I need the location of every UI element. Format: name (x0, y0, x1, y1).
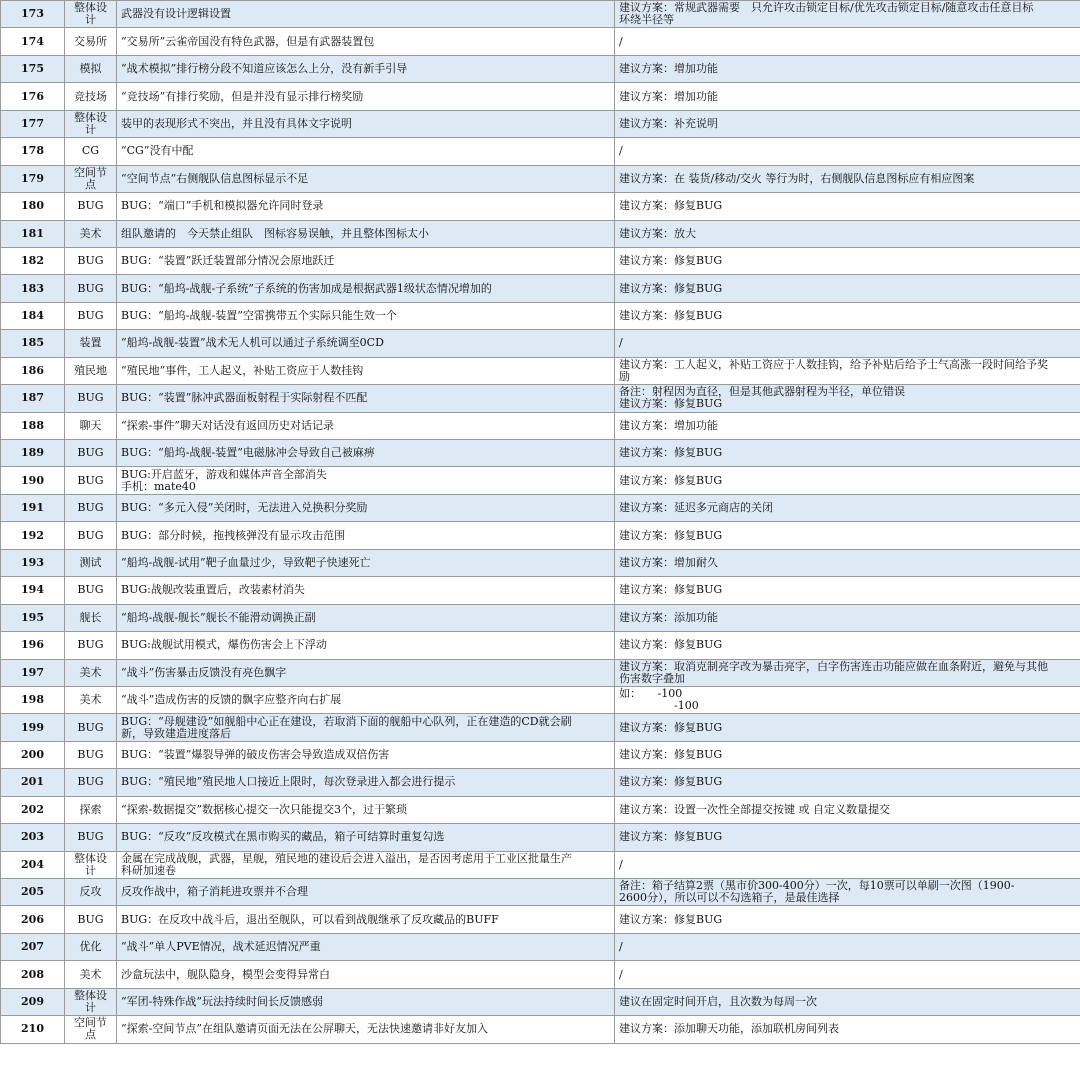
description-cell: BUG：“装置”脉冲武器面板射程于实际射程不匹配 (117, 385, 615, 412)
issue-number-cell: 209 (1, 988, 65, 1015)
description-cell: BUG：“装置”爆裂导弹的破皮伤害会导致造成双倍伤害 (117, 741, 615, 768)
issue-number-cell: 205 (1, 879, 65, 906)
description-cell: “船坞-战舰-装置”战术无人机可以通过子系统调至0CD (117, 330, 615, 357)
table-row (1, 851, 1080, 878)
issue-number-cell: 181 (1, 220, 65, 247)
issue-number-cell: 173 (1, 1, 65, 28)
description-cell: BUG：部分时候，拖拽核弹没有显示攻击范围 (117, 522, 615, 549)
issue-number-cell: 175 (1, 55, 65, 82)
suggestion-cell: / (615, 330, 1080, 357)
description-cell: “探索-事件”聊天对话没有返回历史对话记录 (117, 412, 615, 439)
category-cell: BUG (65, 769, 117, 796)
description-cell: BUG：“母舰建设”如舰船中心正在建设，若取消下面的舰船中心队列，正在建造的CD就会刷 新，导致建造进度落后 (117, 714, 615, 741)
table-row (1, 988, 1080, 1015)
issue-number-cell: 178 (1, 138, 65, 165)
suggestion-cell: / (615, 851, 1080, 878)
suggestion-cell: 建议方案：修复BUG (615, 769, 1080, 796)
suggestion-cell: 建议方案：修复BUG (615, 440, 1080, 467)
category-cell: BUG (65, 714, 117, 741)
issue-number-cell: 194 (1, 577, 65, 604)
suggestion-cell: 建议方案：修复BUG (615, 522, 1080, 549)
category-cell: BUG (65, 275, 117, 302)
description-cell: BUG：“船坞-战舰-装置”电磁脉冲会导致自己被麻痹 (117, 440, 615, 467)
description-cell: “殖民地”事件，工人起义，补贴工资应于人数挂钩 (117, 357, 615, 384)
issue-number-cell: 202 (1, 796, 65, 823)
suggestion-cell: 建议方案：设置一次性全部提交按键 或 自定义数量提交 (615, 796, 1080, 823)
description-cell: “战斗”造成伤害的反馈的飘字应整齐向右扩展 (117, 686, 615, 713)
table-row (1, 796, 1080, 823)
table-row (1, 577, 1080, 604)
description-cell: BUG：“殖民地”殖民地人口接近上限时，每次登录进入都会进行提示 (117, 769, 615, 796)
issue-number-cell: 187 (1, 385, 65, 412)
suggestion-cell: 备注：射程因为直径，但是其他武器射程为半径，单位错误 建议方案：修复BUG (615, 385, 1080, 412)
suggestion-cell: 建议方案：延迟多元商店的关闭 (615, 494, 1080, 521)
category-cell: 聊天 (65, 412, 117, 439)
description-cell: 金属在完成战舰，武器，星舰，殖民地的建设后会进入溢出，是否因考虑用于工业区批量生产 科研加速卷 (117, 851, 615, 878)
issue-number-cell: 198 (1, 686, 65, 713)
issue-number-cell: 186 (1, 357, 65, 384)
suggestion-cell: 建议方案：增加功能 (615, 83, 1080, 110)
issue-number-cell: 208 (1, 961, 65, 988)
category-cell: 美术 (65, 961, 117, 988)
suggestion-cell: 建议方案：添加聊天功能，添加联机房间列表 (615, 1016, 1080, 1043)
description-cell: “军团-特殊作战”玩法持续时间长反馈感弱 (117, 988, 615, 1015)
table-row (1, 247, 1080, 274)
suggestion-cell: / (615, 961, 1080, 988)
category-cell: 整体设计 (65, 110, 117, 137)
description-cell: “战斗”伤害暴击反馈没有亮色飘字 (117, 659, 615, 686)
category-cell: 美术 (65, 659, 117, 686)
suggestion-cell: 如： -100 -100 (615, 686, 1080, 713)
table-row (1, 549, 1080, 576)
suggestion-cell: / (615, 138, 1080, 165)
category-cell: 整体设计 (65, 851, 117, 878)
category-cell: BUG (65, 741, 117, 768)
table-row (1, 412, 1080, 439)
table-row (1, 741, 1080, 768)
issue-number-cell: 201 (1, 769, 65, 796)
table-row (1, 522, 1080, 549)
table-row (1, 275, 1080, 302)
suggestion-cell: / (615, 28, 1080, 55)
suggestion-cell: 建议方案：修复BUG (615, 275, 1080, 302)
table-row (1, 357, 1080, 384)
suggestion-cell: 建议方案：补充说明 (615, 110, 1080, 137)
table-row (1, 659, 1080, 686)
issue-number-cell: 192 (1, 522, 65, 549)
category-cell: 整体设计 (65, 1, 117, 28)
table-row (1, 138, 1080, 165)
table-row (1, 440, 1080, 467)
suggestion-cell: 建议方案：增加功能 (615, 412, 1080, 439)
issue-number-cell: 196 (1, 632, 65, 659)
issue-number-cell: 199 (1, 714, 65, 741)
category-cell: 交易所 (65, 28, 117, 55)
category-cell: BUG (65, 824, 117, 851)
table-row (1, 906, 1080, 933)
suggestion-cell: 建议在固定时间开启，且次数为每周一次 (615, 988, 1080, 1015)
category-cell: 空间节点 (65, 1016, 117, 1043)
issue-number-cell: 184 (1, 302, 65, 329)
table-row (1, 686, 1080, 713)
issue-number-cell: 185 (1, 330, 65, 357)
table-row (1, 769, 1080, 796)
category-cell: 殖民地 (65, 357, 117, 384)
description-cell: 装甲的表现形式不突出，并且没有具体文字说明 (117, 110, 615, 137)
suggestion-cell: 建议方案：放大 (615, 220, 1080, 247)
issue-number-cell: 179 (1, 165, 65, 192)
description-cell: BUG：“船坞-战舰-装置”空雷携带五个实际只能生效一个 (117, 302, 615, 329)
issue-number-cell: 203 (1, 824, 65, 851)
suggestion-cell: 建议方案：修复BUG (615, 824, 1080, 851)
description-cell: “空间节点”右侧舰队信息图标显示不足 (117, 165, 615, 192)
suggestion-cell: 备注：箱子结算2票（黑市价300-400分）一次，每10票可以单刷一次图（1900- 2600分），所以可以不勾选箱子，是最佳选择 (615, 879, 1080, 906)
description-cell: BUG：在反攻中战斗后，退出至舰队，可以看到战舰继承了反攻藏品的BUFF (117, 906, 615, 933)
issue-number-cell: 183 (1, 275, 65, 302)
suggestion-cell: 建议方案：修复BUG (615, 577, 1080, 604)
category-cell: 竞技场 (65, 83, 117, 110)
category-cell: 美术 (65, 220, 117, 247)
suggestion-cell: 建议方案：常规武器需要 只允许攻击锁定目标/优先攻击锁定目标/随意攻击任意目标 环绕半径等 (615, 1, 1080, 28)
table-row (1, 879, 1080, 906)
suggestion-cell: 建议方案：修复BUG (615, 247, 1080, 274)
category-cell: 空间节点 (65, 165, 117, 192)
description-cell: “战斗”单人PVE情况，战术延迟情况严重 (117, 933, 615, 960)
table-row (1, 604, 1080, 631)
table-row (1, 330, 1080, 357)
category-cell: BUG (65, 247, 117, 274)
description-cell: “战术模拟”排行榜分段不知道应该怎么上分，没有新手引导 (117, 55, 615, 82)
issue-number-cell: 191 (1, 494, 65, 521)
table-row (1, 165, 1080, 192)
issue-number-cell: 174 (1, 28, 65, 55)
table-row (1, 1, 1080, 28)
suggestion-cell: 建议方案：修复BUG (615, 714, 1080, 741)
issue-number-cell: 204 (1, 851, 65, 878)
description-cell: BUG：“端口”手机和模拟器允许同时登录 (117, 193, 615, 220)
category-cell: BUG (65, 522, 117, 549)
category-cell: BUG (65, 193, 117, 220)
issue-number-cell: 190 (1, 467, 65, 494)
issue-number-cell: 206 (1, 906, 65, 933)
table-row (1, 824, 1080, 851)
description-cell: 沙盒玩法中，舰队隐身，模型会变得异常白 (117, 961, 615, 988)
suggestion-cell: 建议方案：修复BUG (615, 741, 1080, 768)
description-cell: BUG:开启蓝牙，游戏和媒体声音全部消失 手机：mate40 (117, 467, 615, 494)
table-row (1, 83, 1080, 110)
category-cell: 装置 (65, 330, 117, 357)
table-row (1, 494, 1080, 521)
table-row (1, 961, 1080, 988)
table-row (1, 110, 1080, 137)
suggestion-cell: 建议方案：在 装货/移动/交火 等行为时，右侧舰队信息图标应有相应图案 (615, 165, 1080, 192)
table-row (1, 385, 1080, 412)
suggestion-cell: / (615, 933, 1080, 960)
suggestion-cell: 建议方案：修复BUG (615, 906, 1080, 933)
category-cell: 整体设计 (65, 988, 117, 1015)
issue-number-cell: 189 (1, 440, 65, 467)
category-cell: 探索 (65, 796, 117, 823)
issue-number-cell: 180 (1, 193, 65, 220)
category-cell: BUG (65, 467, 117, 494)
category-cell: BUG (65, 302, 117, 329)
description-cell: BUG：“船坞-战舰-子系统”子系统的伤害加成是根据武器1级状态情况增加的 (117, 275, 615, 302)
description-cell: 武器没有设计逻辑设置 (117, 1, 615, 28)
description-cell: “竞技场”有排行奖励，但是并没有显示排行榜奖励 (117, 83, 615, 110)
category-cell: BUG (65, 494, 117, 521)
category-cell: BUG (65, 385, 117, 412)
description-cell: “CG”没有中配 (117, 138, 615, 165)
category-cell: CG (65, 138, 117, 165)
table-row (1, 632, 1080, 659)
issue-number-cell: 193 (1, 549, 65, 576)
table-row (1, 467, 1080, 494)
table-row (1, 1016, 1080, 1043)
description-cell: “交易所”云雀帝国没有特色武器，但是有武器装置包 (117, 28, 615, 55)
issue-number-cell: 177 (1, 110, 65, 137)
suggestion-cell: 建议方案：修复BUG (615, 632, 1080, 659)
suggestion-cell: 建议方案：增加功能 (615, 55, 1080, 82)
description-cell: 组队邀请的 今天禁止组队 图标容易误触，并且整体图标太小 (117, 220, 615, 247)
category-cell: BUG (65, 632, 117, 659)
table-row (1, 55, 1080, 82)
suggestion-cell: 建议方案：修复BUG (615, 302, 1080, 329)
category-cell: 美术 (65, 686, 117, 713)
description-cell: “船坞-战舰-试用”靶子血量过少，导致靶子快速死亡 (117, 549, 615, 576)
description-cell: BUG:战舰改装重置后，改装素材消失 (117, 577, 615, 604)
description-cell: BUG:战舰试用模式，爆伤伤害会上下浮动 (117, 632, 615, 659)
table-row (1, 714, 1080, 741)
issue-number-cell: 207 (1, 933, 65, 960)
issue-number-cell: 182 (1, 247, 65, 274)
table-row (1, 302, 1080, 329)
category-cell: 测试 (65, 549, 117, 576)
suggestion-cell: 建议方案：工人起义，补贴工资应于人数挂钩，给予补贴后给予士气高涨一段时间给予奖 励 (615, 357, 1080, 384)
suggestion-cell: 建议方案：修复BUG (615, 193, 1080, 220)
category-cell: BUG (65, 577, 117, 604)
suggestion-cell: 建议方案：取消克制亮字改为暴击亮字，白字伤害连击功能应做在血条附近，避免与其他 伤害数字叠加 (615, 659, 1080, 686)
category-cell: 优化 (65, 933, 117, 960)
suggestion-cell: 建议方案：添加功能 (615, 604, 1080, 631)
table-row (1, 933, 1080, 960)
description-cell: BUG：“多元入侵”关闭时，无法进入兑换积分奖励 (117, 494, 615, 521)
description-cell: “探索-空间节点”在组队邀请页面无法在公屏聊天，无法快速邀请非好友加入 (117, 1016, 615, 1043)
category-cell: 舰长 (65, 604, 117, 631)
description-cell: “船坞-战舰-舰长”舰长不能滑动调换正副 (117, 604, 615, 631)
suggestion-cell: 建议方案：修复BUG (615, 467, 1080, 494)
category-cell: BUG (65, 906, 117, 933)
description-cell: 反攻作战中，箱子消耗进攻票并不合理 (117, 879, 615, 906)
feedback-table-body (1, 1, 1080, 1044)
table-row (1, 220, 1080, 247)
issue-number-cell: 188 (1, 412, 65, 439)
issue-number-cell: 197 (1, 659, 65, 686)
description-cell: BUG：“反攻”反攻模式在黑市购买的藏品，箱子可结算时重复勾选 (117, 824, 615, 851)
category-cell: 反攻 (65, 879, 117, 906)
category-cell: BUG (65, 440, 117, 467)
description-cell: BUG：“装置”跃迁装置部分情况会原地跃迁 (117, 247, 615, 274)
description-cell: “探索-数据提交”数据核心提交一次只能提交3个，过于繁琐 (117, 796, 615, 823)
table-row (1, 28, 1080, 55)
issue-number-cell: 210 (1, 1016, 65, 1043)
issue-number-cell: 200 (1, 741, 65, 768)
issue-number-cell: 195 (1, 604, 65, 631)
category-cell: 模拟 (65, 55, 117, 82)
suggestion-cell: 建议方案：增加耐久 (615, 549, 1080, 576)
issue-number-cell: 176 (1, 83, 65, 110)
table-row (1, 193, 1080, 220)
